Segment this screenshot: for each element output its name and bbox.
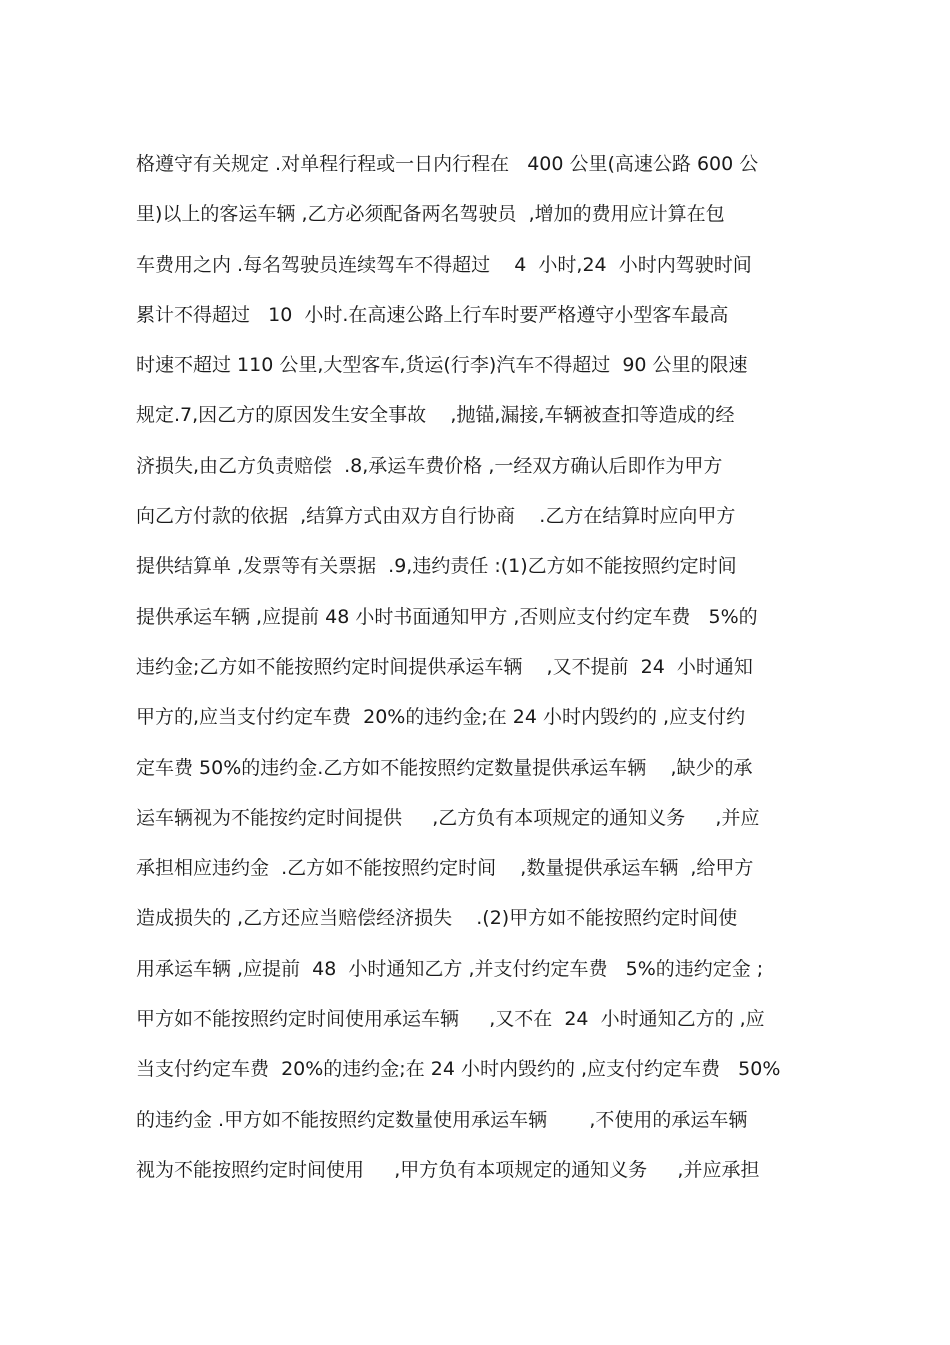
text-line: 济损失,由乙方负责赔偿 .8,承运车费价格 ,一经双方确认后即作为甲方 [136, 454, 723, 477]
text-line: 造成损失的 ,乙方还应当赔偿经济损失 .(2)甲方如不能按照约定时间使 [136, 907, 738, 930]
text-line: 甲方的,应当支付约定车费 20%的违约金;在 24 小时内毁约的 ,应支付约 [136, 706, 746, 729]
text-line: 的违约金 .甲方如不能按照约定数量使用承运车辆 ,不使用的承运车辆 [136, 1108, 748, 1131]
text-line: 违约金;乙方如不能按照约定时间提供承运车辆 ,又不提前 24 小时通知 [136, 655, 753, 678]
text-line: 提供承运车辆 ,应提前 48 小时书面通知甲方 ,否则应支付约定车费 5%的 [136, 605, 758, 628]
text-line: 时速不超过 110 公里,大型客车,货运(行李)汽车不得超过 90 公里的限速 [136, 354, 748, 377]
text-line: 运车辆视为不能按约定时间提供 ,乙方负有本项规定的通知义务 ,并应 [136, 806, 760, 829]
text-line: 里)以上的客运车辆 ,乙方必须配备两名驾驶员 ,增加的费用应计算在包 [136, 203, 725, 226]
text-line: 承担相应违约金 .乙方如不能按照约定时间 ,数量提供承运车辆 ,给甲方 [136, 857, 754, 880]
text-line: 累计不得超过 10 小时.在高速公路上行车时要严格遵守小型客车最高 [136, 303, 729, 326]
text-line: 格遵守有关规定 .对单程行程或一日内行程在 400 公里(高速公路 600 公 [136, 153, 759, 175]
text-line: 提供结算单 ,发票等有关票据 .9,违约责任 :(1)乙方如不能按照约定时间 [136, 555, 737, 578]
text-line: 车费用之内 .每名驾驶员连续驾车不得超过 4 小时,24 小时内驾驶时间 [136, 253, 752, 276]
text-line: 用承运车辆 ,应提前 48 小时通知乙方 ,并支付约定车费 5%的违约定金 ; [136, 957, 764, 980]
text-line: 向乙方付款的依据 ,结算方式由双方自行协商 .乙方在结算时应向甲方 [136, 505, 736, 528]
text-line: 视为不能按照约定时间使用 ,甲方负有本项规定的通知义务 ,并应承担 [136, 1158, 760, 1181]
text-line: 定车费 50%的违约金.乙方如不能按照约定数量提供承运车辆 ,缺少的承 [136, 756, 753, 779]
text-line: 规定.7,因乙方的原因发生安全事故 ,抛锚,漏接,车辆被查扣等造成的经 [136, 404, 735, 427]
text-line: 当支付约定车费 20%的违约金;在 24 小时内毁约的 ,应支付约定车费 50% [136, 1058, 781, 1081]
contract-body-text [136, 148, 836, 1204]
text-line: 甲方如不能按照约定时间使用承运车辆 ,又不在 24 小时通知乙方的 ,应 [136, 1008, 765, 1031]
